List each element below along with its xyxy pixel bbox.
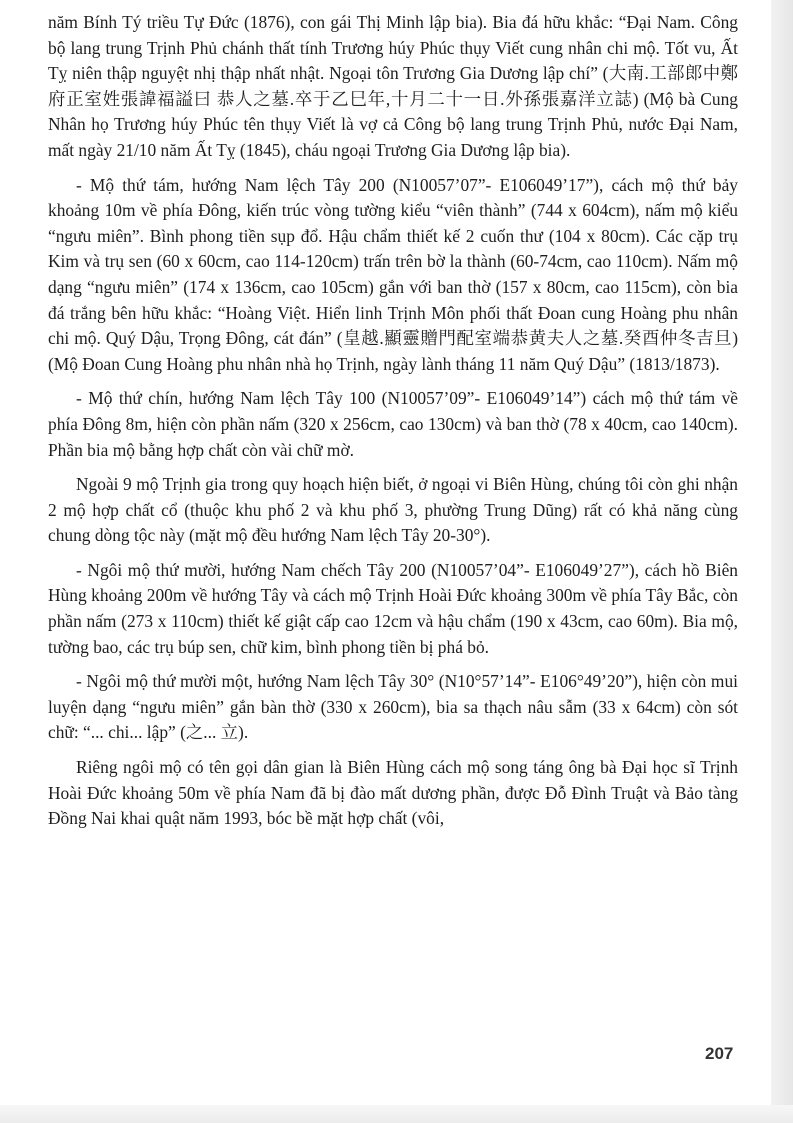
scan-right-edge [771, 0, 793, 1123]
paragraph-tomb-10: - Ngôi mộ thứ mười, hướng Nam chếch Tây 200 (N10057’04”- E106049’27”), cách hồ Biên Hùng khoảng 200m về hướng Tây và cách mộ Trịnh Hoài Đức khoảng 300m về phía Tây Bắc, còn phần nấm (273 x 110cm) thiết kế giật cấp cao 12cm và hậu chẩm (190 x 43cm, cao 60m). Bia mộ, tường bao, các trụ búp sen, chữ kim, bình phong tiền bị phá bỏ. [48, 559, 738, 657]
scan-bottom-edge [0, 1105, 793, 1123]
paragraph-outer-tombs: Ngoài 9 mộ Trịnh gia trong quy hoạch hiện biết, ở ngoại vi Biên Hùng, chúng tôi còn ghi nhận 2 mộ hợp chất cổ (thuộc khu phố 2 và khu phố 3, phường Trung Dũng) rất có khả năng cùng chung dòng tộc này (mặt mộ đều hướng Nam lệch Tây 20-30°). [48, 474, 738, 546]
page-number: 207 [705, 1044, 734, 1063]
page-body [48, 10, 738, 841]
paragraph-continuation: năm Bính Tý triều Tự Đức (1876), con gái Thị Minh lập bia). Bia đá hữu khắc: “Đại Nam. Công bộ lang trung Trịnh Phủ chánh thất tính Trương húy Phúc thụy Viết cung nhân chi mộ. Tốt vu, Ất Tỵ niên thập nguyệt nhị thập nhất nhật. Ngoại tôn Trương Gia Dương lập chí” (大南.工部郎中鄭府正室姓張諱福謚曰 恭人之墓.卒于乙巳年,十月二十一日.外孫張嘉洋立誌) (Mộ bà Cung Nhân họ Trương húy Phúc tên thụy Viết là vợ cả Công bộ lang trung Trịnh Phủ, nước Đại Nam, mất ngày 21/10 năm Ất Tỵ (1845), cháu ngoại Trương Gia Dương lập bia). [48, 12, 738, 160]
paragraph-tomb-9: - Mộ thứ chín, hướng Nam lệch Tây 100 (N10057’09”- E106049’14”) cách mộ thứ tám về phía Đông 8m, hiện còn phần nấm (320 x 256cm, cao 130cm) và ban thờ (78 x 40cm, cao 140cm). Phần bia mộ bằng hợp chất còn vài chữ mờ. [48, 388, 738, 460]
paragraph-tomb-8: - Mộ thứ tám, hướng Nam lệch Tây 200 (N10057’07”- E106049’17”), cách mộ thứ bảy khoảng 10m về phía Đông, kiến trúc vòng tường kiểu “viên thành” (744 x 604cm), nấm mộ kiểu “ngưu miên”. Bình phong tiền sụp đổ. Hậu chẩm thiết kế 2 cuốn thư (104 x 80cm). Các cặp trụ Kim và trụ sen (60 x 60cm, cao 114-120cm) trấn trên bờ la thành (60-74cm, cao 110cm). Nấm mộ dạng “ngưu miên” (174 x 136cm, cao 105cm) gắn với ban thờ (157 x 80cm, cao 115cm), còn bia đá trắng bên hữu khắc: “Hoàng Việt. Hiển linh Trịnh Môn phối thất Đoan cung Hoàng phu nhân chi mộ. Quý Dậu, Trọng Đông, cát đán” (皇越.顯靈贈門配室端恭黄夫人之墓.癸酉仲冬吉旦) (Mộ Đoan Cung Hoàng phu nhân nhà họ Trịnh, ngày lành tháng 11 năm Quý Dậu” (1813/1873). [48, 174, 738, 374]
paragraph-tomb-11: - Ngôi mộ thứ mười một, hướng Nam lệch Tây 30° (N10°57’14”- E106°49’20”), hiện còn mui luyện dạng “ngưu miên” gắn bàn thờ (330 x 260cm), bia sa thạch nâu sẫm (33 x 64cm) còn sót chữ: “... chi... lập” (之... 立). [48, 671, 738, 743]
paragraph-bien-hung-tomb: Riêng ngôi mộ có tên gọi dân gian là Biên Hùng cách mộ song táng ông bà Đại học sĩ Trịnh Hoài Đức khoảng 50m về phía Nam đã bị đào mất dương phần, được Đỗ Đình Truật và Bảo tàng Đồng Nai khai quật năm 1993, bóc bề mặt hợp chất (vôi, [48, 757, 738, 829]
